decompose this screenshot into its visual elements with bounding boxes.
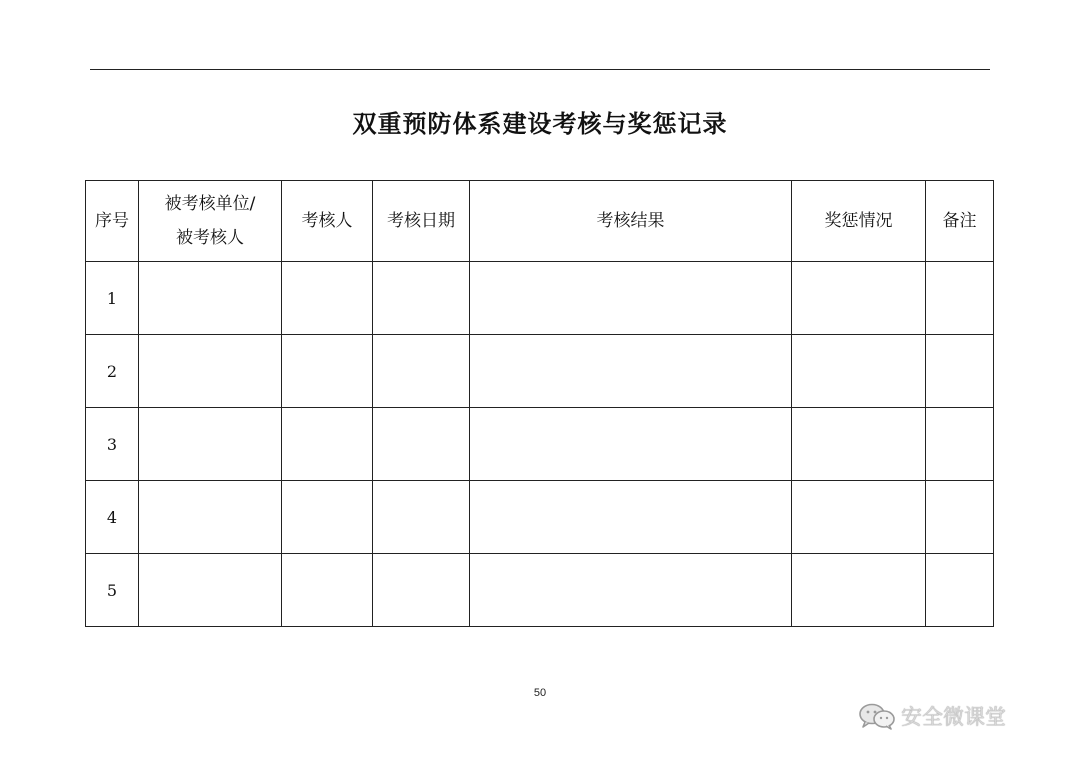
cell-remarks	[926, 335, 994, 408]
page-number: 50	[533, 687, 547, 699]
cell-assessor	[282, 408, 373, 481]
table-header-row	[86, 181, 994, 262]
header-assessor: 考核人	[282, 181, 373, 262]
cell-date	[373, 408, 470, 481]
cell-date	[373, 335, 470, 408]
header-reward-penalty: 奖惩情况	[792, 181, 926, 262]
header-unit-line2: 被考核人	[176, 228, 244, 248]
cell-unit	[139, 408, 282, 481]
cell-reward-penalty	[792, 262, 926, 335]
cell-remarks	[926, 481, 994, 554]
cell-unit	[139, 335, 282, 408]
top-rule	[90, 69, 990, 70]
header-unit-line1: 被考核单位/	[164, 194, 256, 214]
cell-reward-penalty	[792, 554, 926, 627]
header-date: 考核日期	[373, 181, 470, 262]
row-seq: 3	[86, 408, 139, 481]
cell-reward-penalty	[792, 335, 926, 408]
cell-date	[373, 262, 470, 335]
assessment-record-table	[85, 180, 994, 627]
table-row	[86, 335, 994, 408]
cell-reward-penalty	[792, 408, 926, 481]
header-seq: 序号	[86, 181, 139, 262]
row-seq: 4	[86, 481, 139, 554]
cell-assessor	[282, 335, 373, 408]
header-result: 考核结果	[470, 181, 792, 262]
cell-result	[470, 262, 792, 335]
table-row	[86, 554, 994, 627]
cell-remarks	[926, 554, 994, 627]
cell-assessor	[282, 481, 373, 554]
cell-unit	[139, 481, 282, 554]
table-row	[86, 481, 994, 554]
cell-result	[470, 481, 792, 554]
cell-remarks	[926, 408, 994, 481]
cell-unit	[139, 262, 282, 335]
cell-remarks	[926, 262, 994, 335]
wechat-icon	[857, 702, 897, 730]
cell-result	[470, 408, 792, 481]
header-remarks: 备注	[926, 181, 994, 262]
row-seq: 1	[86, 262, 139, 335]
cell-assessor	[282, 262, 373, 335]
document-title: 双重预防体系建设考核与奖惩记录	[352, 110, 728, 138]
cell-result	[470, 335, 792, 408]
cell-date	[373, 481, 470, 554]
header-unit	[139, 181, 282, 262]
table-row	[86, 262, 994, 335]
table-row	[86, 408, 994, 481]
cell-date	[373, 554, 470, 627]
cell-unit	[139, 554, 282, 627]
cell-assessor	[282, 554, 373, 627]
row-seq: 2	[86, 335, 139, 408]
cell-reward-penalty	[792, 481, 926, 554]
watermark-text: 安全微课堂	[901, 705, 1006, 729]
cell-result	[470, 554, 792, 627]
watermark	[857, 701, 1006, 731]
row-seq: 5	[86, 554, 139, 627]
